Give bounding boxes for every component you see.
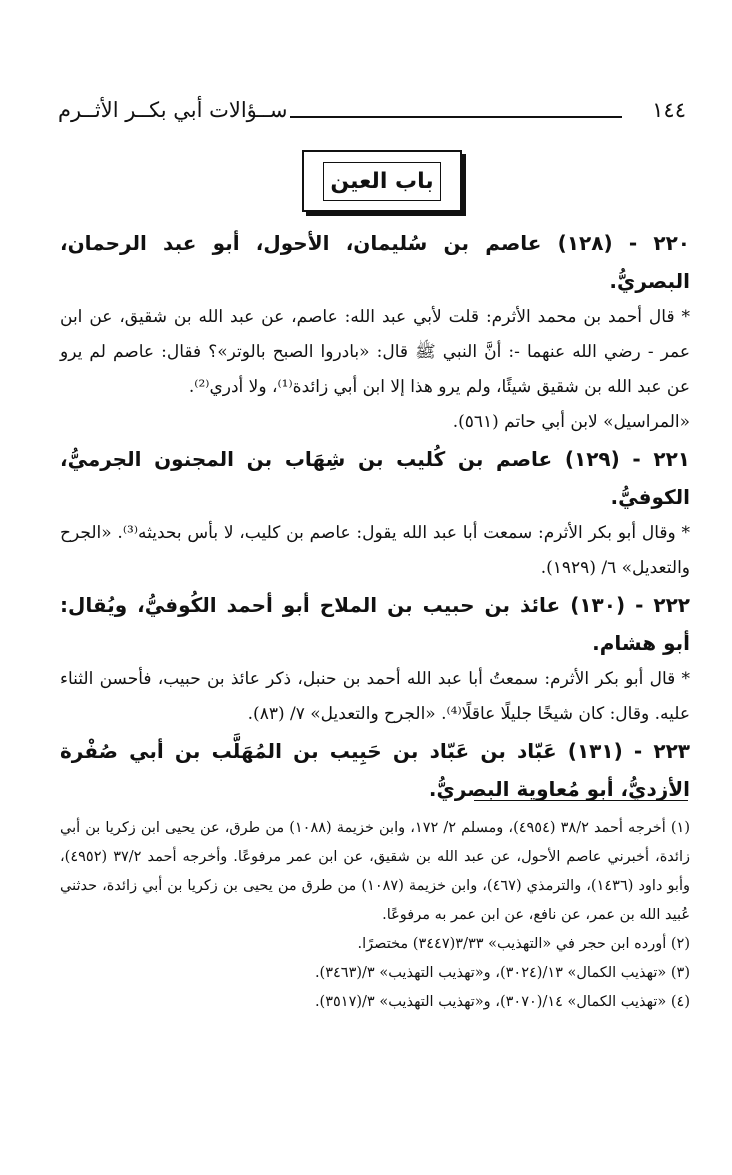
footnote-3: (٣) «تهذيب الكمال» ١٣/(٣٠٢٤)، و«تهذيب التهذيب» ٣/(٣٤٦٣).	[314, 965, 690, 981]
entry-220-paragraph-1: * قال أحمد بن محمد الأثرم: قلت لأبي عبد الله: عاصم، عن عبد الله بن شقيق، عن ابن عمر - رضي الله عنهما -: أنَّ النبي ﷺ قال: «بادروا الصبح بالوتر»؟ فقال: عاصم لم يرو عن عبد الله بن شقيق شيئًا، ولم يرو هذا إلا ابن أبي زائدة⁽¹⁾، ولا أدري⁽²⁾.	[60, 307, 690, 397]
running-title: ســؤالات أبي بكــر الأثــرم	[58, 98, 288, 122]
footnote-1: (١) أخرجه أحمد ٣٨/٢ (٤٩٥٤)، ومسلم ٢/ ١٧٢، وابن خزيمة (١٠٨٨) من طرق، عن يحيى ابن زكريا بن أبي زائدة، أخبرني عاصم الأحول، عن عبد الله بن شقيق، عن ابن عمر مرفوعًا. وأخرجه أحمد ٣٧/٢ (٤٩٥٢)، وأبو داود (١٤٣٦)، والترمذي (٤٦٧)، وابن خزيمة (١٠٨٧) من طرق من يحيى بن زكريا بن أبي زائدة، حدثني عُبيد الله بن عمر، عن نافع، عن ابن عمر به مرفوعًا.	[60, 820, 690, 923]
footnote-4: (٤) «تهذيب الكمال» ١٤/(٣٠٧٠)، و«تهذيب التهذيب» ٣/(٣٥١٧).	[314, 994, 690, 1010]
main-text	[60, 224, 690, 808]
footnotes	[60, 814, 690, 1017]
entry-heading-222: ٢٢٢ - (١٣٠) عائذ بن حبيب بن الملاح أبو أحمد الكُوفيُّ، ويُقال: أبو هشام.	[60, 593, 691, 655]
entry-heading-221: ٢٢١ - (١٢٩) عاصم بن كُليب بن شِهَاب بن المجنون الجرميُّ، الكوفيُّ.	[60, 447, 690, 509]
chapter-title: باب العين	[330, 168, 434, 194]
header-rule	[290, 116, 622, 118]
entry-heading-220: ٢٢٠ - (١٢٨) عاصم بن سُليمان، الأحول، أبو عبد الرحمان، البصريُّ.	[60, 231, 690, 293]
chapter-title-box	[302, 150, 462, 212]
footnote-separator	[474, 800, 688, 801]
footnote-2: (٢) أورده ابن حجر في «التهذيب» ٣/٣٣(٣٤٤٧) مختصرًا.	[357, 936, 690, 952]
entry-222-paragraph-1: * قال أبو بكر الأثرم: سمعتُ أبا عبد الله أحمد بن حنبل، ذكر عائذ بن حبيب، فأحسن الثناء عليه. وقال: كان شيخًا جليلًا عاقلًا⁽⁴⁾. «الجرح والتعديل» ٧/ (٨٣).	[60, 669, 690, 724]
entry-heading-223: ٢٢٣ - (١٣١) عَبّاد بن عَبّاد بن حَبِيب بن المُهَلَّب بن أبي صُفْرة الأزديُّ، أبو مُعاوية البصريُّ.	[60, 739, 690, 801]
entry-221-paragraph-1: * وقال أبو بكر الأثرم: سمعت أبا عبد الله يقول: عاصم بن كليب، لا بأس بحديثه⁽³⁾. «الجرح والتعديل» ٦/ (١٩٢٩).	[60, 523, 690, 578]
entry-220-paragraph-2: «المراسيل» لابن أبي حاتم (٥٦١).	[452, 412, 690, 432]
page-number: ١٤٤	[652, 98, 686, 122]
running-header	[58, 96, 686, 132]
